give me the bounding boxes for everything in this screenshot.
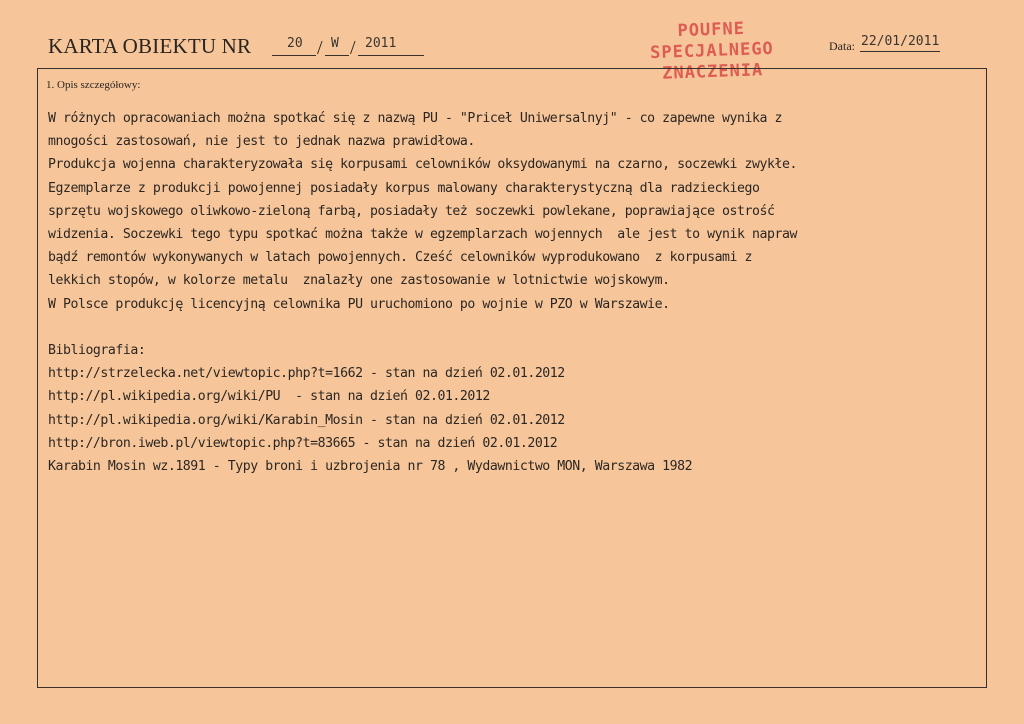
bibliography-heading: Bibliografia: [48,343,146,359]
object-number-field-1 [272,55,316,56]
stamp-line: SPECJALNEGO [649,38,775,64]
spacer [48,316,978,339]
date-label: Data: [829,39,855,53]
description-line: mnogości zastosowań, nie jest to jednak nazwa prawidłowa. [48,134,475,150]
object-number-2: W [331,36,339,51]
description-line: bądź remontów wykonywanych w latach powojennych. Cześć celowników wyprodukowano z korpusami z [48,250,753,266]
description-line: widzenia. Soczewki tego typu spotkać można także w egzemplarzach wojennych ale jest to wynik napraw [48,227,797,243]
date-field [860,51,940,52]
bibliography-entry: http://bron.iweb.pl/viewtopic.php?t=83665 - stan na dzień 02.01.2012 [48,435,558,451]
stamp-line: POUFNE [677,18,746,42]
object-number-field-3 [358,55,424,56]
stamp-line: ZNACZENIA [661,60,764,84]
slash-1: / [317,37,323,59]
description-line: Egzemplarze z produkcji powojennej posiadały korpus malowany charakterystyczną dla radzieckiego [48,180,760,196]
bibliography-entry: http://strzelecka.net/viewtopic.php?t=1662 - stan na dzień 02.01.2012 [48,366,565,382]
section-label: 1. Opis szczegółowy: [46,79,141,91]
object-number-field-2 [325,55,349,56]
description-line: W Polsce produkcję licencyjną celownika PU uruchomiono po wojnie w PZO w Warszawie. [48,296,670,312]
object-number-3: 2011 [365,36,397,51]
bibliography-entry: Karabin Mosin wz.1891 - Typy broni i uzbrojenia nr 78 , Wydawnictwo MON, Warszawa 1982 [48,459,693,475]
bibliography-entry: http://pl.wikipedia.org/wiki/PU - stan na dzień 02.01.2012 [48,389,490,405]
description-line: sprzętu wojskowego oliwkowo-zieloną farbą, posiadały też soczewki powlekane, poprawiające ostrość [48,203,775,219]
date-value: 22/01/2011 [861,34,940,49]
card-title: KARTA OBIEKTU NR [48,34,252,58]
description-body [48,107,978,478]
description-line: W różnych opracowaniach można spotkać się z nazwą PU - "Priceł Uniwersalnyj" - co zapewne wynika z [48,111,782,126]
slash-2: / [350,37,356,59]
bibliography-entry: http://pl.wikipedia.org/wiki/Karabin_Mosin - stan na dzień 02.01.2012 [48,412,565,428]
description-line: Produkcja wojenna charakteryzowała się korpusami celowników oksydowanymi na czarno, soczewki zwykłe. [48,157,797,173]
description-line: lekkich stopów, w kolorze metalu znalazły one zastosowanie w lotnictwie wojskowym. [48,273,670,289]
object-number-1: 20 [287,36,303,51]
